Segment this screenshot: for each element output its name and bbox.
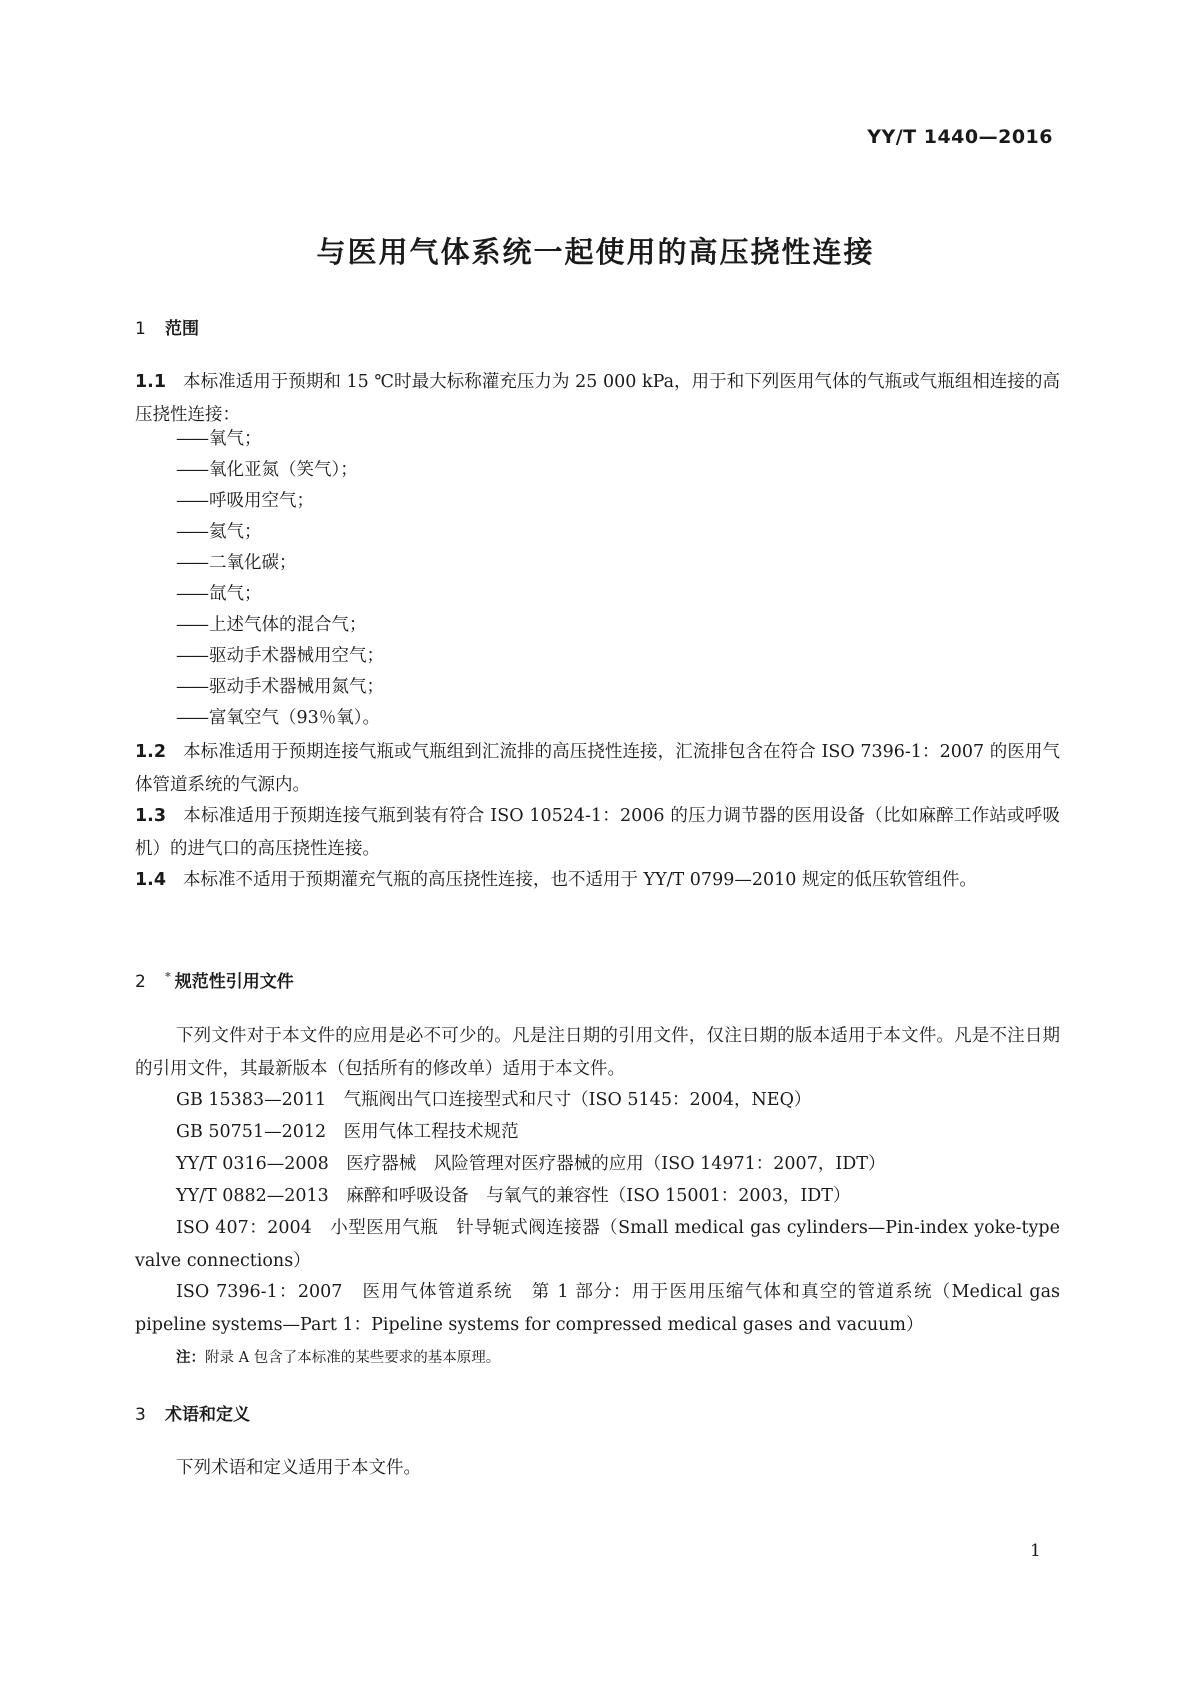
list-item: —— 二氧化碳；	[176, 548, 1056, 579]
section-2-heading	[135, 967, 294, 992]
gas-list	[176, 424, 1056, 734]
list-item: —— 上述气体的混合气；	[176, 610, 1056, 641]
section-title: 范围	[165, 319, 199, 339]
section-title: 术语和定义	[165, 1405, 250, 1425]
reference-item: ISO 7396-1：2007 医用气体管道系统 第 1 部分：用于医用压缩气体和真空的管道系统（Medical gas pipeline systems—Part 1：Pipeline systems for compressed medical gases and vacuum）	[135, 1282, 1060, 1335]
clause-text: 本标准不适用于预期灌充气瓶的高压挠性连接，也不适用于 YY/T 0799—2010 规定的低压软管组件。	[183, 870, 977, 890]
clause-number: 1.3	[135, 806, 167, 826]
section-number: 2	[135, 972, 146, 992]
list-item: —— 氧化亚氮（笑气）；	[176, 455, 1056, 486]
note	[176, 1346, 500, 1367]
section-2-intro: 下列文件对于本文件的应用是必不可少的。凡是注日期的引用文件，仅注日期的版本适用于本文件。凡是不注日期的引用文件，其最新版本（包括所有的修改单）适用于本文件。	[135, 1026, 1060, 1079]
standard-number: YY/T 1440—2016	[867, 126, 1053, 148]
clause-number: 1.4	[135, 870, 167, 890]
clause-text: 本标准适用于预期连接气瓶或气瓶组到汇流排的高压挠性连接，汇流排包含在符合 ISO 7396-1：2007 的医用气体管道系统的气源内。	[135, 742, 1060, 795]
clause-text: 本标准适用于预期和 15 ℃时最大标称灌充压力为 25 000 kPa，用于和下列医用气体的气瓶或气瓶组相连接的高压挠性连接：	[135, 372, 1060, 425]
note-text: 附录 A 包含了本标准的某些要求的基本原理。	[205, 1350, 501, 1366]
reference-item: YY/T 0882—2013 麻醉和呼吸设备 与氧气的兼容性（ISO 15001：2003，IDT）	[176, 1186, 851, 1206]
reference-item: GB 15383—2011 气瓶阀出气口连接型式和尺寸（ISO 5145：2004，NEQ）	[176, 1090, 812, 1110]
reference-item: YY/T 0316—2008 医疗器械 风险管理对医疗器械的应用（ISO 14971：2007，IDT）	[176, 1154, 886, 1174]
informative-marker: *	[165, 970, 171, 984]
clause-1-4	[135, 864, 1060, 897]
list-item: —— 驱动手术器械用空气；	[176, 641, 1056, 672]
clause-1-3	[135, 800, 1060, 866]
list-item: —— 驱动手术器械用氮气；	[176, 672, 1056, 703]
section-title: 规范性引用文件	[174, 972, 294, 992]
list-item: —— 呼吸用空气；	[176, 486, 1056, 517]
clause-1-1	[135, 366, 1060, 432]
clause-1-2	[135, 736, 1060, 802]
list-item: —— 氦气；	[176, 517, 1056, 548]
section-1-heading	[135, 314, 199, 339]
clause-number: 1.1	[135, 372, 167, 392]
page-number: 1	[1030, 1541, 1041, 1561]
document-title: 与医用气体系统一起使用的高压挠性连接	[316, 235, 875, 269]
reference-item: GB 50751—2012 医用气体工程技术规范	[176, 1122, 519, 1142]
list-item: —— 氧气；	[176, 424, 1056, 455]
section-3-intro: 下列术语和定义适用于本文件。	[176, 1458, 421, 1478]
note-label: 注：	[176, 1350, 205, 1366]
reference-item: ISO 407：2004 小型医用气瓶 针导轭式阀连接器（Small medical gas cylinders—Pin-index yoke-type valve connections）	[135, 1218, 1060, 1271]
clause-number: 1.2	[135, 742, 167, 762]
section-number: 1	[135, 319, 146, 339]
section-3-heading	[135, 1400, 250, 1425]
list-item: —— 氙气；	[176, 579, 1056, 610]
section-number: 3	[135, 1405, 146, 1425]
clause-text: 本标准适用于预期连接气瓶到装有符合 ISO 10524-1：2006 的压力调节器的医用设备（比如麻醉工作站或呼吸机）的进气口的高压挠性连接。	[135, 806, 1060, 859]
list-item: —— 富氧空气（93％氧）。	[176, 703, 1056, 734]
